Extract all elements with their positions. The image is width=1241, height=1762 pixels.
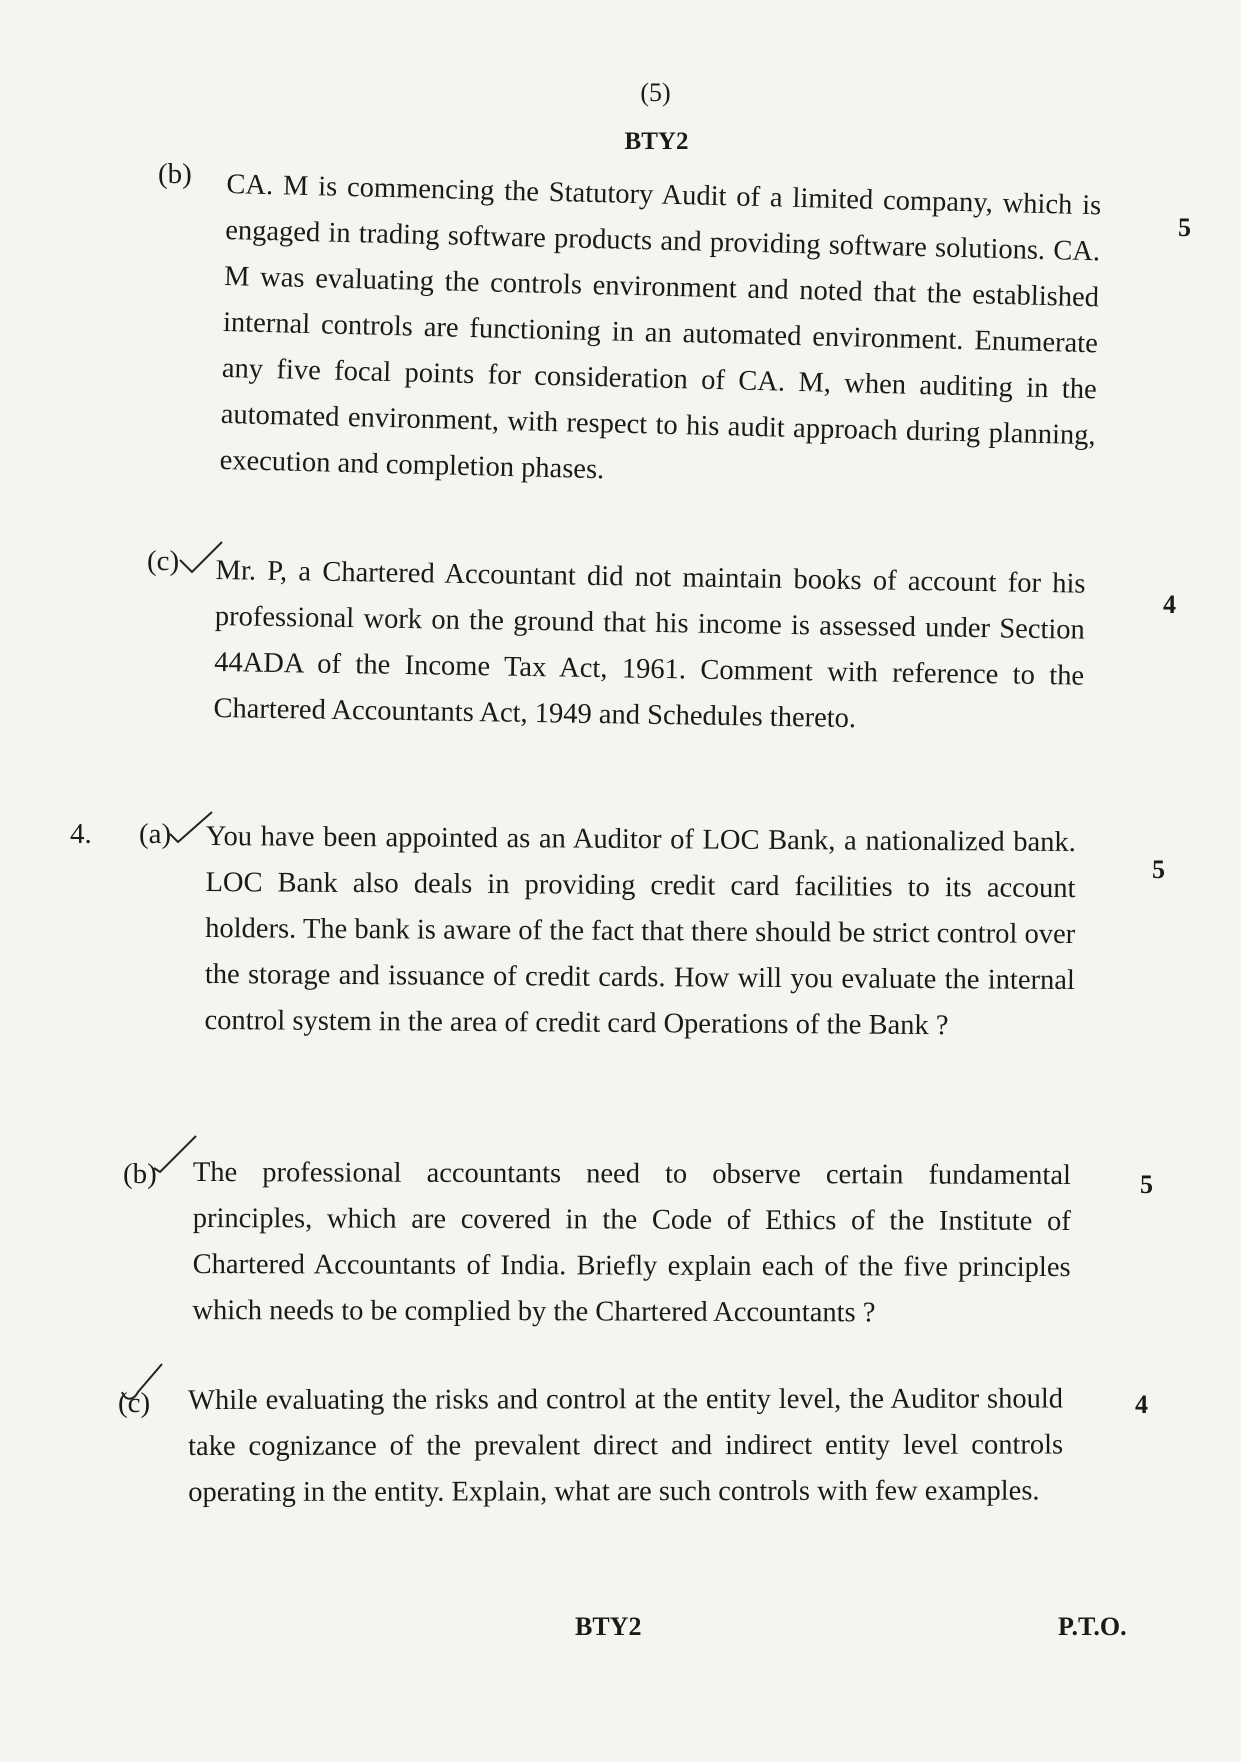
question-text: While evaluating the risks and control at the entity level, the Auditor should take cognizance of the prevalent direct and indirect entity level controls operating in the entity. Explain, what are such controls with few examples. <box>188 1383 1064 1508</box>
question-text: Mr. P, a Chartered Accountant did not maintain books of account for his professional work on the ground that his income is assessed under Section 44ADA of the Income Tax Act, 1961. Comment with reference to the Chartered Accountants Act, 1949 and Schedules thereto. <box>213 554 1086 735</box>
question-text: CA. M is commencing the Statutory Audit of a limited company, which is engaged in trading software products and providing software solutions. CA. M was evaluating the controls environment and noted that the established internal controls are functioning in an automated environment. Enumerate any five focal points for consideration of CA. M, when auditing in the automated environment, with respect to his audit approach during planning, execution and completion phases. <box>219 168 1102 486</box>
question-text: The professional accountants need to observe certain fundamental principles, which are covered in the Code of Ethics of the Institute of Chartered Accountants of India. Briefly explain each of the five principles which needs to be complied by the Chartered Accountants ? <box>192 1157 1071 1329</box>
question-label: (b) <box>123 1158 157 1190</box>
check-mark-icon <box>152 1134 198 1174</box>
question-marks: 4 <box>1163 590 1176 619</box>
question-label: (c) <box>147 545 180 577</box>
question-marks: 5 <box>1178 213 1191 242</box>
question-label: (c) <box>118 1387 151 1419</box>
question-marks: 5 <box>1140 1170 1153 1199</box>
paper-code-header: BTY2 <box>624 128 689 155</box>
question-marks: 5 <box>1152 855 1165 884</box>
pto-label: P.T.O. <box>1058 1612 1127 1641</box>
question-label: (b) <box>158 158 192 190</box>
check-mark-icon <box>118 1362 164 1402</box>
question-text: You have been appointed as an Auditor of LOC Bank, a nationalized bank. LOC Bank also deals in providing credit card facilities to its account holders. The bank is aware of the fact that there should be strict control over the storage and issuance of credit cards. How will you evaluate the internal control system in the area of credit card Operations of the Bank ? <box>204 820 1076 1042</box>
question-label: (a) <box>139 818 172 850</box>
page-number: (5) <box>640 78 671 107</box>
question-marks: 4 <box>1135 1390 1148 1419</box>
paper-code-footer: BTY2 <box>575 1612 642 1641</box>
question-number: 4. <box>70 818 92 850</box>
